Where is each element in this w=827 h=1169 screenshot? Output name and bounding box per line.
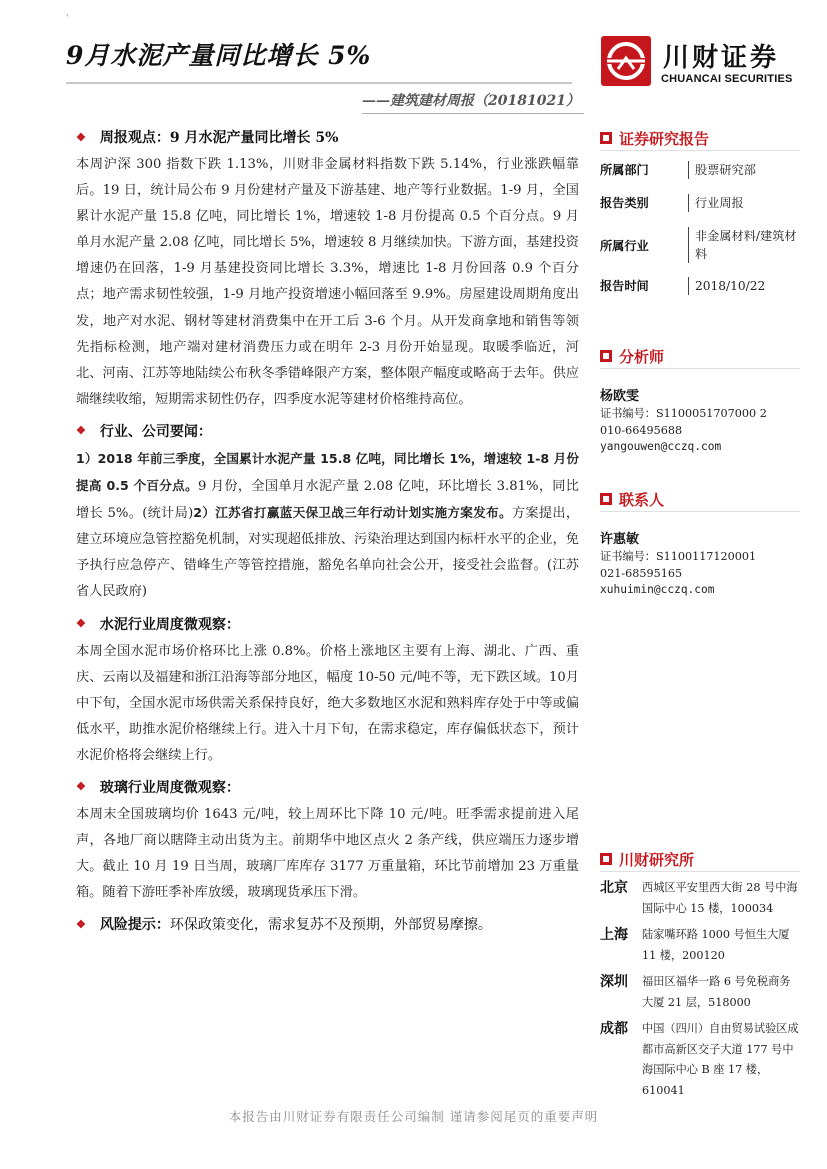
section-heading-outlook	[76, 124, 579, 150]
section-square-icon	[600, 493, 612, 505]
section-heading-text: 水泥行业周度微观察：	[99, 616, 240, 633]
corner-mark: '	[66, 14, 69, 24]
news-item-2-body: 方案提出，建立环境应急管控豁免机制，对实现超低排放、污染治理达到国内标杆水平的企业，免予执行应急停产、错峰生产等管控措施，豁免名单向社会公开，接受社会监督。(江苏省人民政府)	[76, 506, 580, 600]
brand-name-en: CHUANCAI SECURITIES	[661, 73, 793, 85]
news-item-1-body: 9 月份，全国单月水泥产量 2.08 亿吨，环比增长 3.81%，同比增长 5%。(统计局)	[76, 479, 579, 522]
institute-heading-text: 川财研究所	[619, 850, 695, 869]
office-address: 福田区福华一路 6 号免税商务大厦 21 层，518000	[642, 975, 791, 1009]
contact-heading	[600, 487, 800, 512]
brand-logo-icon	[601, 36, 651, 86]
contact-name: 许惠敏	[600, 532, 640, 547]
institute-heading	[600, 847, 800, 872]
main-content	[76, 124, 579, 939]
section-heading-glass	[76, 774, 579, 800]
section-heading-text: 周报观点：9 月水泥产量同比增长 5%	[99, 130, 339, 146]
brand-name-cn: 川财证券	[663, 43, 780, 73]
contact-email[interactable]: xuhuimin@cczq.com	[600, 583, 715, 596]
news-item-1-headline: 1）2018 年前三季度，全国累计水泥产量 15.8 亿吨，同比增长 1%，增速较 1-8 月份提高 0.5 个百分点。	[76, 450, 579, 494]
info-row-department	[600, 161, 800, 179]
section-heading-text: 风险提示：	[99, 917, 170, 934]
office-city: 深圳	[600, 974, 628, 990]
office-city: 上海	[600, 927, 628, 943]
contact-panel	[600, 487, 800, 599]
cement-paragraph: 本周全国水泥市场价格环比上涨 0.8%。价格上涨地区主要有上海、湖北、广西、重庆、云南以及福建和浙江沿海等部分地区，幅度 10-50 元/吨不等，无下跌区域。10月中下旬，全国水泥市场供需关系保持良好，绝大多数地区水泥和熟料库存处于中等或偏低水平，助推水泥价格继续上行。进入十月下旬，在需求稳定，库存偏低状态下，预计水泥价格将会继续上行。	[76, 643, 579, 763]
office-beijing	[600, 878, 800, 919]
section-square-icon	[600, 853, 612, 865]
info-value: 2018/10/22	[688, 277, 800, 295]
contact-phone: 021-68595165	[600, 566, 683, 580]
info-value: 行业周报	[688, 194, 800, 212]
institute-panel	[600, 847, 800, 1107]
outlook-paragraph: 本周沪深 300 指数下跌 1.13%，川财非金属材料指数下跌 5.14%，行业涨跌幅靠后。19 日，统计局公布 9 月份建材产量及下游基建、地产等行业数据。1-9 月，全国累计水泥产量 15.8 亿吨，同比增长 1%，增速较 1-8 月份提高 0.5 个百分点。9 月单月水泥产量 2.08 亿吨，同比增长 5%，增速较 8 月继续加快。下游方面，基建投资增速仍在回落，1-9 月基建投资同比增长 3.3%，增速比 1-8 月份回落 0.9 个百分点；地产需求韧性较强，1-9 月地产投资增速小幅回落至 9.9%。房屋建设周期角度出发，地产对水泥、钢材等建材消费集中在开工后 3-6 个月。从开发商拿地和销售等领先指标检测，地产端对建材消费压力或在明年 2-3 月份开始显现。取暖季临近，河北、河南、江苏等地陆续公布秋冬季错峰限产方案，整体限产幅度或略高于去年。供应端继续收缩，短期需求韧性仍存，四季度水泥等建材价格维持高位。	[76, 157, 579, 407]
section-square-icon	[600, 350, 612, 362]
subtitle-divider	[362, 113, 584, 114]
office-shenzhen	[600, 972, 800, 1013]
office-shanghai	[600, 925, 800, 966]
diamond-bullet-icon: ❖	[76, 424, 86, 438]
contact-heading-text: 联系人	[619, 490, 665, 509]
analyst-cert: 证书编号：S1100051707000 2	[600, 407, 767, 420]
section-heading-text: 玻璃行业周度微观察：	[99, 779, 240, 796]
info-label: 所属部门	[600, 163, 649, 177]
analyst-panel	[600, 344, 800, 456]
section-heading-cement	[76, 611, 579, 637]
diamond-bullet-icon: ❖	[76, 617, 86, 630]
office-city: 北京	[600, 880, 628, 896]
risk-text: 环保政策变化，需求复苏不及预期，外部贸易摩擦。	[169, 917, 492, 934]
report-info-heading-text: 证券研究报告	[619, 129, 710, 148]
office-city: 成都	[600, 1021, 628, 1037]
diamond-bullet-icon: ❖	[76, 780, 86, 794]
title-divider	[66, 82, 572, 84]
analyst-email[interactable]: yangouwen@cczq.com	[600, 440, 722, 453]
section-square-icon	[600, 132, 612, 144]
report-info-heading	[600, 126, 800, 151]
diamond-bullet-icon: ❖	[76, 917, 86, 931]
glass-paragraph: 本周末全国玻璃均价 1643 元/吨，较上周环比下降 10 元/吨。旺季需求提前进入尾声，各地厂商以瞎降主动出货为主。前期华中地区点火 2 条产线，供应端压力逐步增大。截止 10 月 19 日当周，玻璃厂库库存 3177 万重量箱，环比节前增加 23 万重量箱。随着下游旺季补库放缓，玻璃现货承压下滑。	[76, 806, 579, 901]
info-value: 股票研究部	[688, 161, 800, 179]
office-address: 中国（四川）自由贸易试验区成都市高新区交子大道 177 号中海国际中心 B 座 17 楼，610041	[642, 1022, 799, 1097]
info-row-industry	[600, 227, 800, 263]
contact-cert: 证书编号：S1100117120001	[600, 550, 757, 563]
office-address: 陆家嘴环路 1000 号恒生大厦 11 楼，200120	[642, 928, 790, 962]
report-subtitle: ——建筑建材周报（20181021）	[362, 93, 580, 109]
section-heading-text: 行业、公司要闻：	[99, 423, 212, 440]
office-address: 西城区平安里西大街 28 号中海国际中心 15 楼，100034	[642, 881, 798, 915]
analyst-heading-text: 分析师	[619, 347, 665, 366]
section-heading-risk	[76, 911, 579, 937]
analyst-phone: 010-66495688	[600, 423, 683, 437]
info-label: 所属行业	[600, 238, 649, 253]
info-label: 报告类别	[600, 196, 649, 210]
analyst-name: 杨欧雯	[600, 389, 640, 404]
news-item-2-headline: 2）江苏省打赢蓝天保卫战三年行动计划实施方案发布。	[193, 505, 512, 521]
info-label: 报告时间	[600, 279, 649, 293]
info-row-date	[600, 277, 800, 295]
report-info-panel	[600, 126, 800, 295]
diamond-bullet-icon: ❖	[76, 130, 86, 144]
report-title: 9月水泥产量同比增长 5%	[66, 41, 372, 70]
page-footer: 本报告由川财证券有限责任公司编制 谨请参阅尾页的重要声明	[228, 1109, 599, 1124]
office-chengdu	[600, 1019, 800, 1101]
analyst-heading	[600, 344, 800, 369]
info-value: 非金属材料/建筑材料	[688, 227, 800, 263]
section-heading-news	[76, 418, 579, 444]
news-paragraph	[76, 446, 579, 606]
info-row-category	[600, 194, 800, 212]
